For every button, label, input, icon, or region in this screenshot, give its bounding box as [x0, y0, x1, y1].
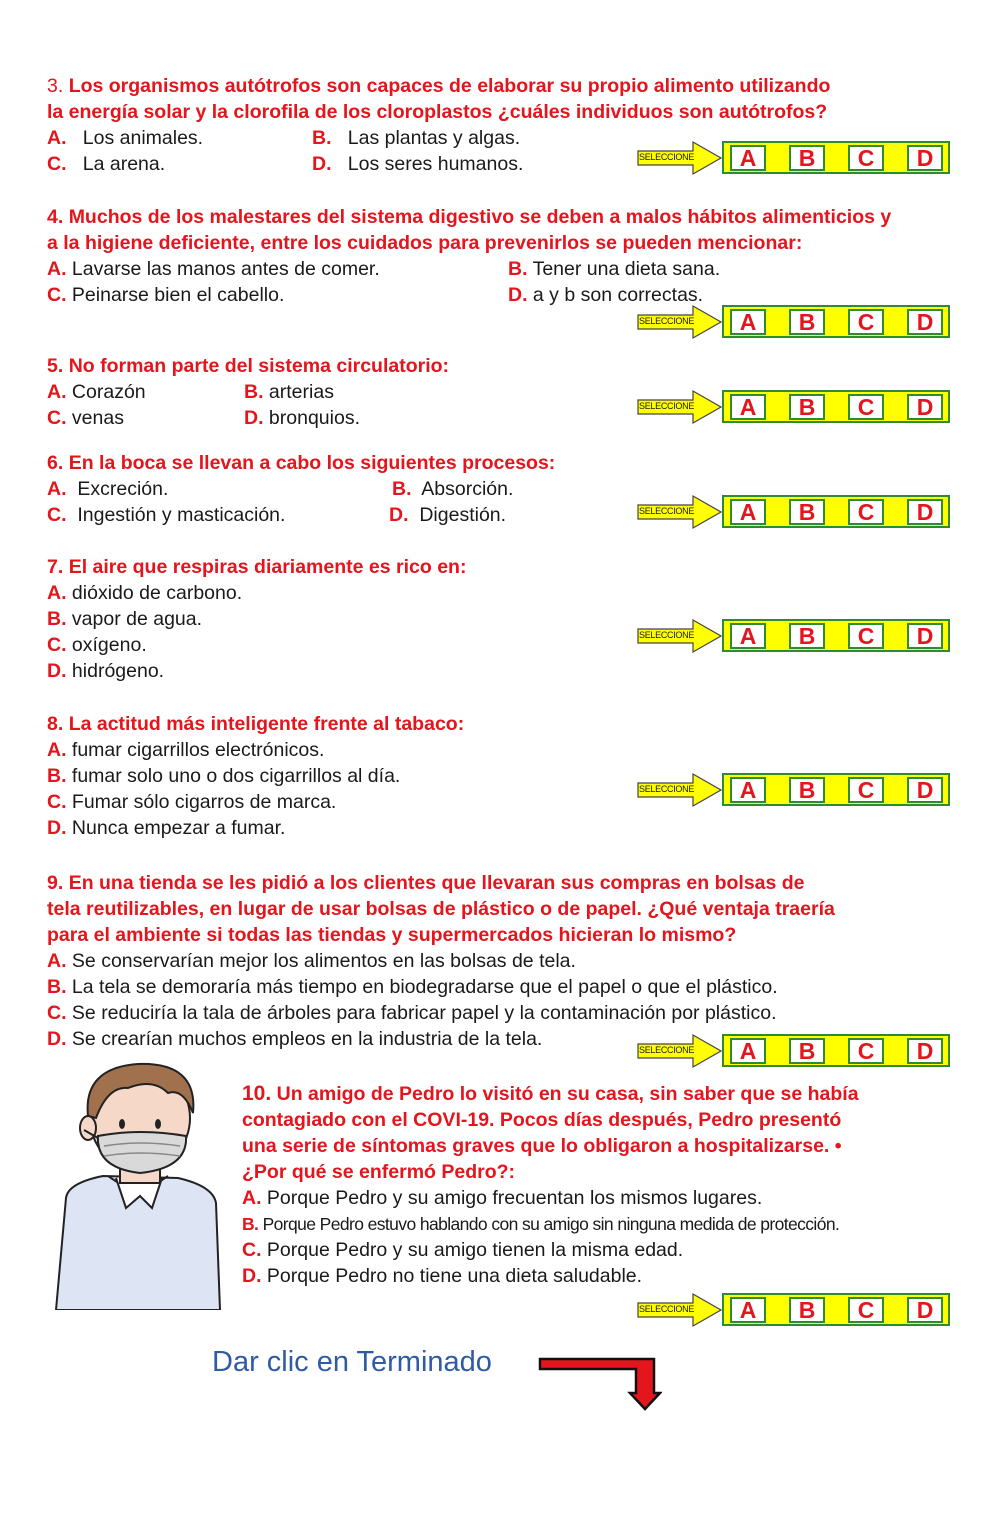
q4-option-c: C. Peinarse bien el cabello.: [47, 284, 285, 306]
down-arrow-icon: [536, 1355, 662, 1413]
q3-choice-b-button[interactable]: B: [789, 145, 825, 171]
select-label: SELECCIONE: [639, 1304, 695, 1314]
q5-choice-d-button[interactable]: D: [907, 394, 943, 420]
q5-answer-selector: [637, 389, 952, 425]
question-5-title: 5. No forman parte del sistema circulatorio:: [47, 355, 450, 377]
select-label: SELECCIONE: [639, 506, 695, 516]
q4-option-a: A. Lavarse las manos antes de comer.: [47, 258, 380, 280]
answer-choice-group: [722, 495, 950, 528]
q10-choice-b-button[interactable]: B: [789, 1297, 825, 1323]
q7-choice-b-button[interactable]: B: [789, 623, 825, 649]
question-6-title: 6. En la boca se llevan a cabo los siguientes procesos:: [47, 452, 556, 474]
question-4-title: 4. Muchos de los malestares del sistema digestivo se deben a malos hábitos alimenticios y a la higiene deficiente, entre los cuidados para prevenirlos se pueden mencionar:: [47, 206, 892, 254]
q7-option-d: D. hidrógeno.: [47, 660, 165, 682]
q8-option-a: A. fumar cigarrillos electrónicos.: [47, 739, 325, 761]
q9-choice-b-button[interactable]: B: [789, 1038, 825, 1064]
q8-answer-selector: [637, 772, 952, 808]
q10-choice-c-button[interactable]: C: [848, 1297, 884, 1323]
question-10-title: 10. Un amigo de Pedro lo visitó en su casa, sin saber que se había contagiado con el COVI-19. Pocos días después, Pedro presentó una serie de síntomas graves que lo obligaron a hospitalizarse. • ¿Por qué se enfermó Pedro?:: [242, 1082, 859, 1183]
answer-choice-group: [722, 1034, 950, 1067]
q7-answer-selector: [637, 618, 952, 654]
q7-choice-d-button[interactable]: D: [907, 623, 943, 649]
q6-choice-b-button[interactable]: B: [789, 499, 825, 525]
q7-option-b: B. vapor de agua.: [47, 608, 203, 630]
q8-choice-b-button[interactable]: B: [789, 777, 825, 803]
q10-choice-d-button[interactable]: D: [907, 1297, 943, 1323]
q9-option-d: D. Se crearían muchos empleos en la industria de la tela.: [47, 1028, 543, 1050]
q3-choice-d-button[interactable]: D: [907, 145, 943, 171]
q8-choice-a-button[interactable]: A: [730, 777, 766, 803]
q3-choice-a-button[interactable]: A: [730, 145, 766, 171]
question-9-title: 9. En una tienda se les pidió a los clientes que llevaran sus compras en bolsas de tela reutilizables, en lugar de usar bolsas de plástico o de papel. ¿Qué ventaja traería para el ambiente si todas las tiendas y supermercados hicieran lo mismo?: [47, 872, 835, 946]
q4-answer-selector: [637, 304, 952, 340]
q8-option-c: C. Fumar sólo cigarros de marca.: [47, 791, 337, 813]
q6-answer-selector: [637, 494, 952, 530]
q3-option-c: C. La arena.: [47, 153, 166, 175]
q10-option-d: D. Porque Pedro no tiene una dieta saludable.: [242, 1265, 643, 1287]
question-8-title: 8. La actitud más inteligente frente al tabaco:: [47, 713, 465, 735]
q9-option-b: B. La tela se demoraría más tiempo en biodegradarse que el papel o que el plástico.: [47, 976, 778, 998]
q3-option-a: A. Los animales.: [47, 127, 204, 149]
select-label: SELECCIONE: [639, 316, 695, 326]
q10-answer-selector: [637, 1292, 952, 1328]
answer-choice-group: [722, 141, 950, 174]
q5-option-a: A. Corazón: [47, 381, 146, 403]
q7-choice-a-button[interactable]: A: [730, 623, 766, 649]
q9-option-c: C. Se reduciría la tala de árboles para fabricar papel y la contaminación por plástico.: [47, 1002, 777, 1024]
q4-option-b: B. Tener una dieta sana.: [508, 258, 721, 280]
select-label: SELECCIONE: [639, 1045, 695, 1055]
select-label: SELECCIONE: [639, 401, 695, 411]
answer-choice-group: [722, 305, 950, 338]
q10-option-a: A. Porque Pedro y su amigo frecuentan los mismos lugares.: [242, 1187, 763, 1209]
q4-choice-a-button[interactable]: A: [730, 309, 766, 335]
q6-option-a: A. Excreción.: [47, 478, 169, 500]
q9-choice-d-button[interactable]: D: [907, 1038, 943, 1064]
q4-choice-b-button[interactable]: B: [789, 309, 825, 335]
q5-option-b: B. arterias: [244, 381, 334, 403]
q9-option-a: A. Se conservarían mejor los alimentos en las bolsas de tela.: [47, 950, 576, 972]
q7-option-a: A. dióxido de carbono.: [47, 582, 243, 604]
q4-choice-c-button[interactable]: C: [848, 309, 884, 335]
q9-choice-c-button[interactable]: C: [848, 1038, 884, 1064]
q6-choice-a-button[interactable]: A: [730, 499, 766, 525]
q6-option-c: C. Ingestión y masticación.: [47, 504, 286, 526]
q7-option-c: C. oxígeno.: [47, 634, 147, 656]
q8-choice-c-button[interactable]: C: [848, 777, 884, 803]
q10-choice-a-button[interactable]: A: [730, 1297, 766, 1323]
answer-choice-group: [722, 390, 950, 423]
q5-choice-a-button[interactable]: A: [730, 394, 766, 420]
q10-option-b: B. Porque Pedro estuvo hablando con su amigo sin ninguna medida de protección.: [242, 1214, 840, 1234]
q7-choice-c-button[interactable]: C: [848, 623, 884, 649]
select-label: SELECCIONE: [639, 784, 695, 794]
q3-choice-c-button[interactable]: C: [848, 145, 884, 171]
q4-option-d: D. a y b son correctas.: [508, 284, 704, 306]
q6-option-d: D. Digestión.: [389, 504, 507, 526]
q3-answer-selector: [637, 140, 952, 176]
answer-choice-group: [722, 773, 950, 806]
q3-option-b: B. Las plantas y algas.: [312, 127, 521, 149]
q8-option-b: B. fumar solo uno o dos cigarrillos al día.: [47, 765, 401, 787]
masked-boy-illustration: [48, 1058, 230, 1310]
select-label: SELECCIONE: [639, 630, 695, 640]
finish-instruction: Dar clic en Terminado: [212, 1346, 492, 1378]
answer-choice-group: [722, 1293, 950, 1326]
q8-option-d: D. Nunca empezar a fumar.: [47, 817, 286, 839]
question-7-title: 7. El aire que respiras diariamente es rico en:: [47, 556, 467, 578]
q5-option-d: D. bronquios.: [244, 407, 360, 429]
q6-option-b: B. Absorción.: [392, 478, 514, 500]
q4-choice-d-button[interactable]: D: [907, 309, 943, 335]
q9-answer-selector: [637, 1033, 952, 1069]
q5-choice-c-button[interactable]: C: [848, 394, 884, 420]
q3-option-d: D. Los seres humanos.: [312, 153, 524, 175]
answer-choice-group: [722, 619, 950, 652]
q8-choice-d-button[interactable]: D: [907, 777, 943, 803]
q6-choice-c-button[interactable]: C: [848, 499, 884, 525]
question-3-title: 3. Los organismos autótrofos son capaces de elaborar su propio alimento utilizando la energía solar y la clorofila de los cloroplastos ¿cuáles individuos son autótrofos?: [47, 75, 831, 123]
q9-choice-a-button[interactable]: A: [730, 1038, 766, 1064]
q10-option-c: C. Porque Pedro y su amigo tienen la misma edad.: [242, 1239, 684, 1261]
q5-choice-b-button[interactable]: B: [789, 394, 825, 420]
q5-option-c: C. venas: [47, 407, 124, 429]
select-label: SELECCIONE: [639, 152, 695, 162]
q6-choice-d-button[interactable]: D: [907, 499, 943, 525]
